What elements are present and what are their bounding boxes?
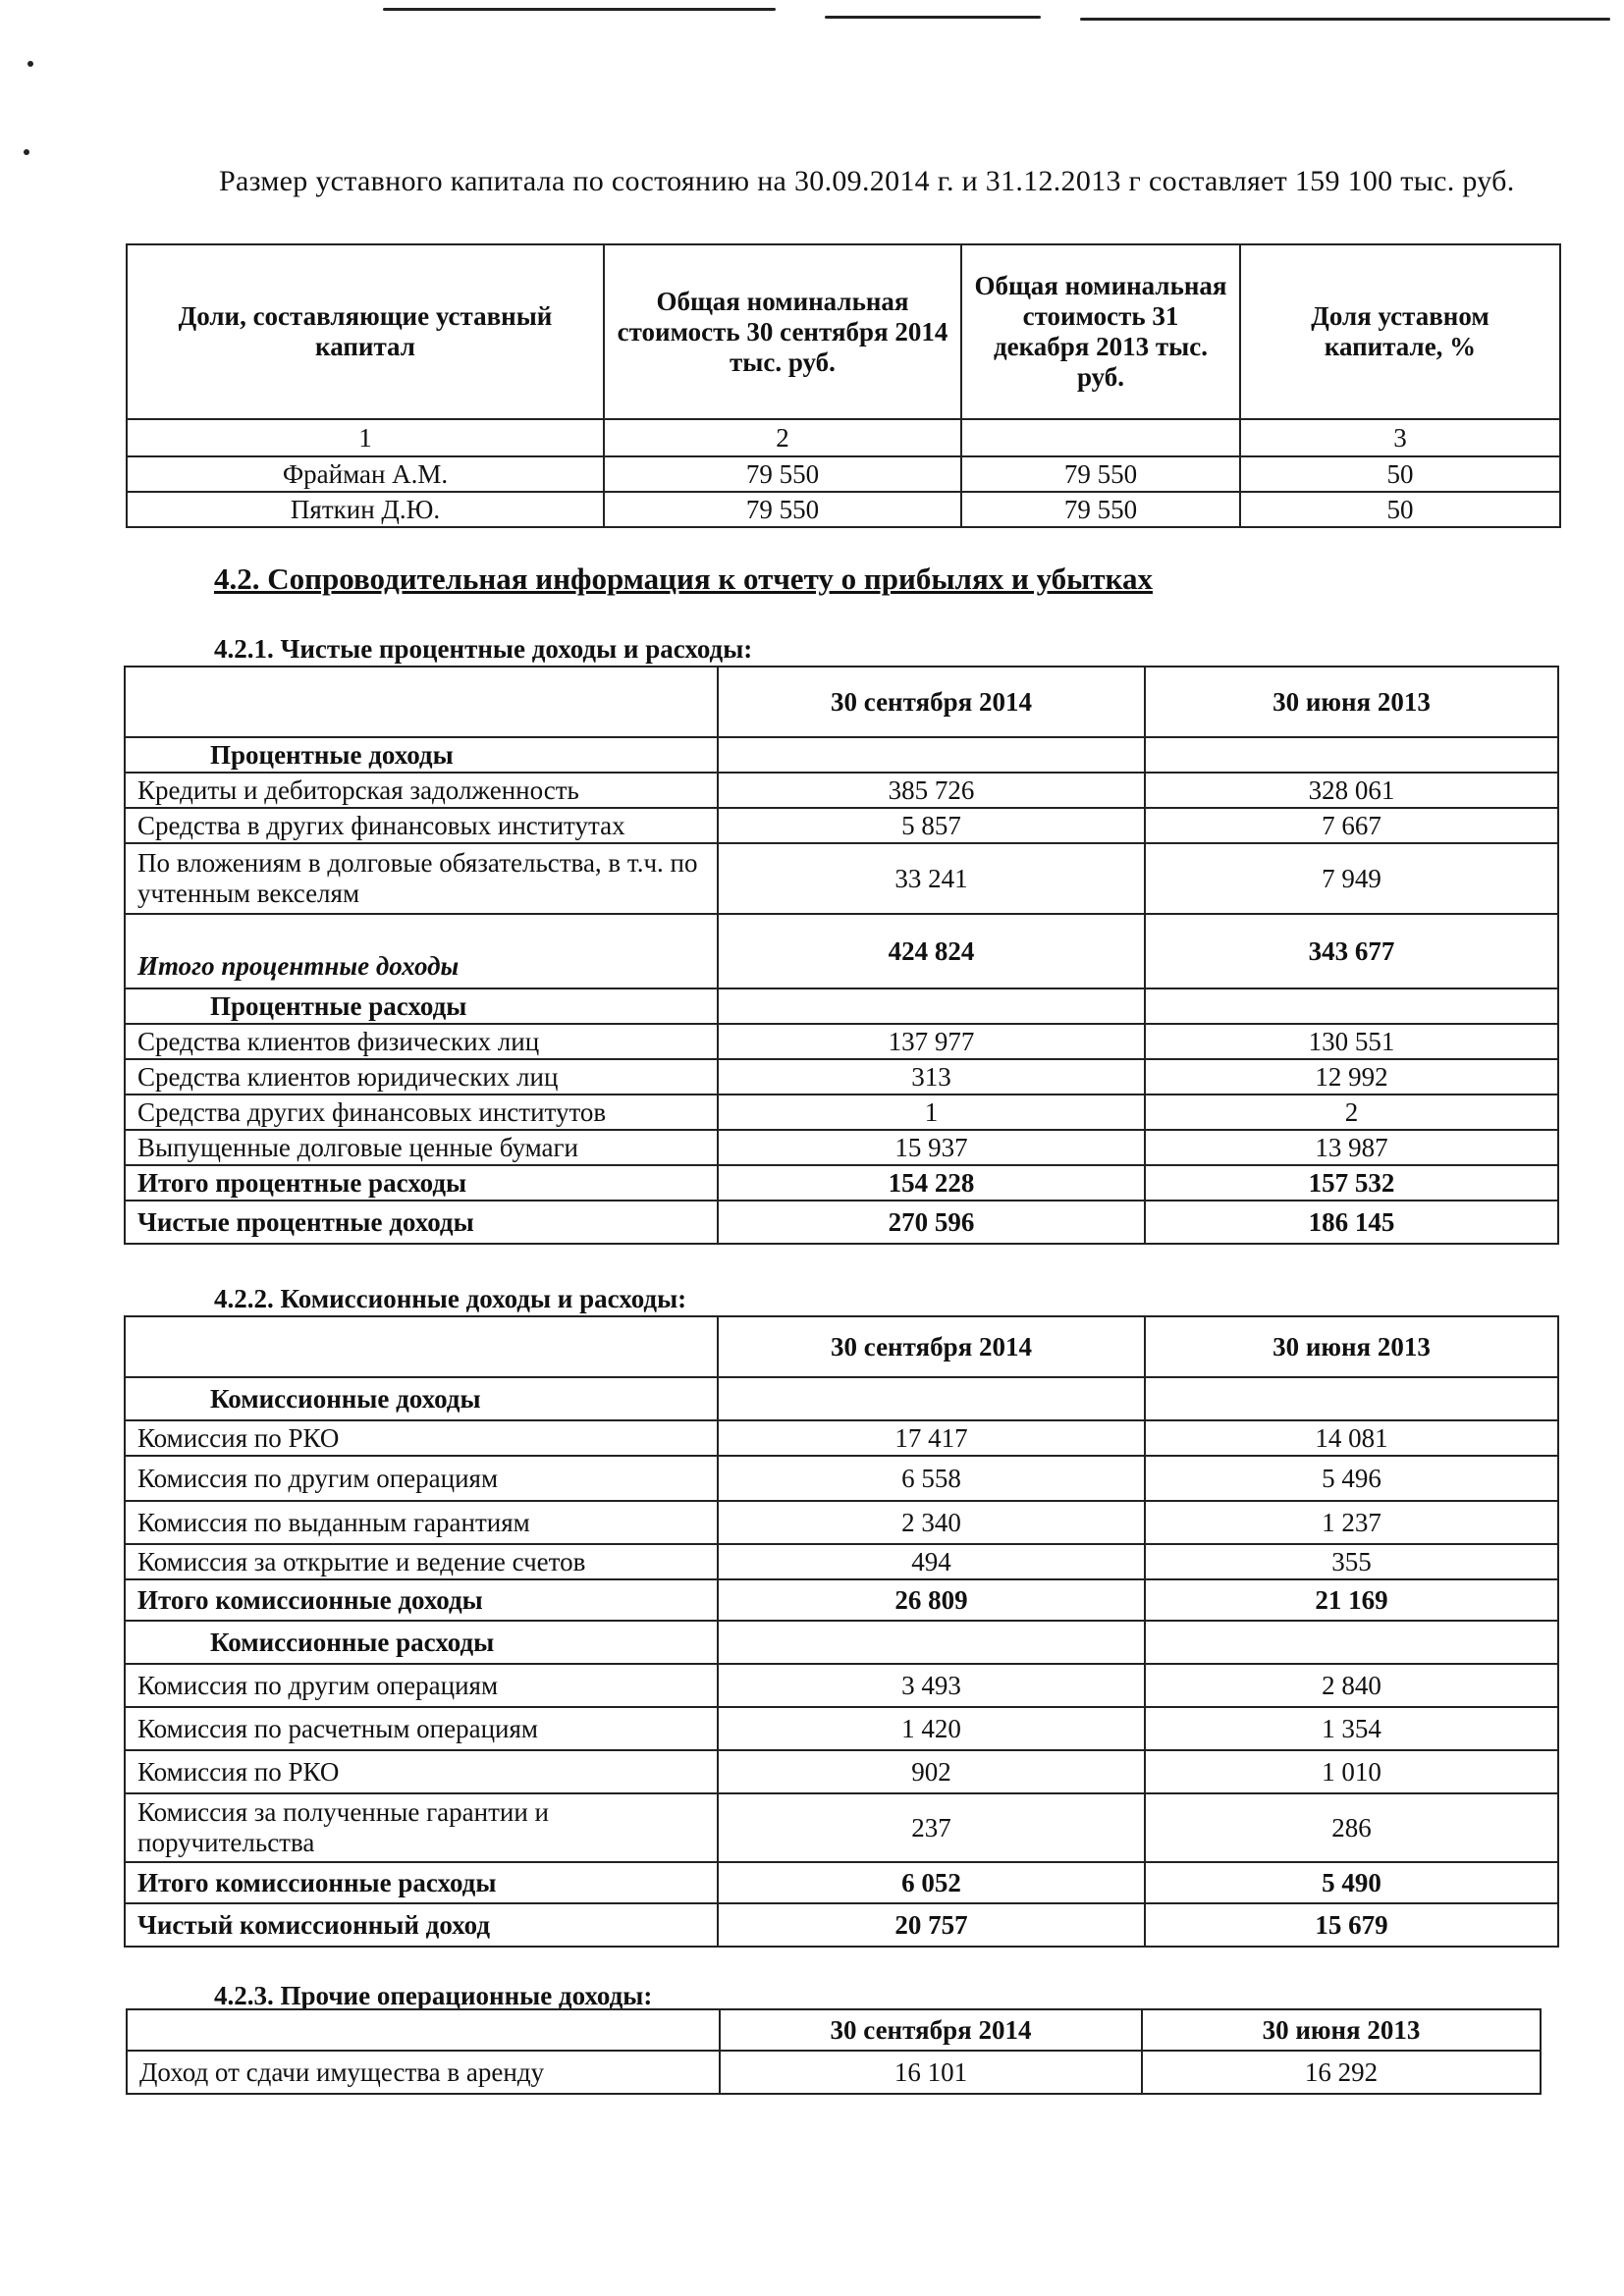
row-label: Средства в других финансовых институтах bbox=[125, 808, 718, 843]
column-header: Доли, составляющие уставный капитал bbox=[127, 244, 604, 419]
shareholder-name: Пяткин Д.Ю. bbox=[127, 492, 604, 527]
cell-value: 20 757 bbox=[718, 1903, 1145, 1947]
other-income-table bbox=[126, 2008, 1542, 2095]
commission-table bbox=[124, 1315, 1559, 1948]
cell-value: 3 493 bbox=[718, 1664, 1145, 1707]
column-header bbox=[125, 667, 718, 737]
row-label: Чистые процентные доходы bbox=[125, 1201, 718, 1244]
column-number-row bbox=[127, 419, 1560, 456]
row-label: Выпущенные долговые ценные бумаги bbox=[125, 1130, 718, 1165]
cell-value: 6 052 bbox=[718, 1862, 1145, 1903]
cell-value: 50 bbox=[1240, 456, 1560, 492]
cell-value: 15 679 bbox=[1145, 1903, 1558, 1947]
row-label: По вложениям в долговые обязательства, в т.ч. по учтенным векселям bbox=[125, 843, 718, 914]
row-label: Комиссия по РКО bbox=[125, 1750, 718, 1793]
row-label: Доход от сдачи имущества в аренду bbox=[127, 2051, 720, 2094]
cell-value: 12 992 bbox=[1145, 1059, 1558, 1095]
table-row bbox=[125, 1501, 1558, 1544]
table-row bbox=[125, 1420, 1558, 1456]
cell-value: 33 241 bbox=[718, 843, 1145, 914]
net-row bbox=[125, 1903, 1558, 1947]
column-number: 2 bbox=[604, 419, 961, 456]
table-row bbox=[125, 1793, 1558, 1862]
cell-value: 79 550 bbox=[604, 456, 961, 492]
table-row bbox=[125, 1024, 1558, 1059]
table-header-row bbox=[125, 1316, 1558, 1377]
table-header-row bbox=[125, 667, 1558, 737]
cell-value: 15 937 bbox=[718, 1130, 1145, 1165]
column-header bbox=[127, 2009, 720, 2051]
group-label: Процентные доходы bbox=[125, 737, 718, 773]
group-header-row bbox=[125, 737, 1558, 773]
group-header-row bbox=[125, 988, 1558, 1024]
table-header-row bbox=[127, 2009, 1541, 2051]
cell-value: 137 977 bbox=[718, 1024, 1145, 1059]
cell-value: 1 010 bbox=[1145, 1750, 1558, 1793]
column-header: Доля уставном капитале, % bbox=[1240, 244, 1560, 419]
column-header: Общая номинальная стоимость 30 сентября 2014 тыс. руб. bbox=[604, 244, 961, 419]
row-label: Комиссия за полученные гарантии и поручительства bbox=[125, 1793, 718, 1862]
table-row bbox=[125, 808, 1558, 843]
subsection-title: 4.2.1. Чистые процентные доходы и расходы: bbox=[214, 634, 753, 664]
row-label: Комиссия по другим операциям bbox=[125, 1664, 718, 1707]
scan-dot bbox=[24, 149, 29, 155]
column-header: 30 июня 2013 bbox=[1145, 667, 1558, 737]
column-header: 30 июня 2013 bbox=[1145, 1316, 1558, 1377]
table-row bbox=[127, 492, 1560, 527]
row-label: Итого комиссионные расходы bbox=[125, 1862, 718, 1903]
table-row bbox=[127, 456, 1560, 492]
row-label: Средства других финансовых институтов bbox=[125, 1095, 718, 1130]
group-label: Комиссионные расходы bbox=[125, 1621, 718, 1664]
cell-value: 7 949 bbox=[1145, 843, 1558, 914]
column-number: 1 bbox=[127, 419, 604, 456]
column-header: 30 сентября 2014 bbox=[720, 2009, 1142, 2051]
cell-value: 237 bbox=[718, 1793, 1145, 1862]
cell-value: 154 228 bbox=[718, 1165, 1145, 1201]
cell-value: 5 496 bbox=[1145, 1456, 1558, 1501]
table-row bbox=[125, 1544, 1558, 1579]
cell-value: 343 677 bbox=[1145, 914, 1558, 988]
row-label: Итого процентные расходы bbox=[125, 1165, 718, 1201]
row-label: Комиссия за открытие и ведение счетов bbox=[125, 1544, 718, 1579]
row-label: Средства клиентов юридических лиц bbox=[125, 1059, 718, 1095]
column-number bbox=[961, 419, 1240, 456]
cell-value: 2 bbox=[1145, 1095, 1558, 1130]
group-header-row bbox=[125, 1621, 1558, 1664]
cell-value: 79 550 bbox=[961, 492, 1240, 527]
table-row bbox=[125, 1059, 1558, 1095]
cell-value: 79 550 bbox=[961, 456, 1240, 492]
cell-value: 16 101 bbox=[720, 2051, 1142, 2094]
cell-value: 7 667 bbox=[1145, 808, 1558, 843]
table-row bbox=[125, 1456, 1558, 1501]
cell-value: 17 417 bbox=[718, 1420, 1145, 1456]
cell-value: 157 532 bbox=[1145, 1165, 1558, 1201]
scan-line bbox=[825, 16, 1041, 19]
scan-line bbox=[1080, 18, 1610, 21]
column-header bbox=[125, 1316, 718, 1377]
table-row bbox=[125, 1130, 1558, 1165]
scan-dot bbox=[27, 61, 33, 67]
table-row bbox=[125, 1750, 1558, 1793]
cell-value: 16 292 bbox=[1142, 2051, 1541, 2094]
group-label: Комиссионные доходы bbox=[125, 1377, 718, 1420]
table-row bbox=[125, 773, 1558, 808]
column-header: 30 сентября 2014 bbox=[718, 667, 1145, 737]
cell-value: 313 bbox=[718, 1059, 1145, 1095]
column-header: 30 сентября 2014 bbox=[718, 1316, 1145, 1377]
cell-value: 130 551 bbox=[1145, 1024, 1558, 1059]
cell-value: 26 809 bbox=[718, 1579, 1145, 1621]
table-row bbox=[127, 2051, 1541, 2094]
total-row bbox=[125, 914, 1558, 988]
column-header: 30 июня 2013 bbox=[1142, 2009, 1541, 2051]
cell-value: 1 bbox=[718, 1095, 1145, 1130]
cell-value: 2 840 bbox=[1145, 1664, 1558, 1707]
subsection-title: 4.2.2. Комиссионные доходы и расходы: bbox=[214, 1284, 687, 1313]
column-number: 3 bbox=[1240, 419, 1560, 456]
cell-value: 385 726 bbox=[718, 773, 1145, 808]
row-label: Средства клиентов физических лиц bbox=[125, 1024, 718, 1059]
cell-value: 902 bbox=[718, 1750, 1145, 1793]
row-label: Комиссия по выданным гарантиям bbox=[125, 1501, 718, 1544]
cell-value: 186 145 bbox=[1145, 1201, 1558, 1244]
cell-value: 13 987 bbox=[1145, 1130, 1558, 1165]
row-label: Чистый комиссионный доход bbox=[125, 1903, 718, 1947]
shareholder-name: Фрайман А.М. bbox=[127, 456, 604, 492]
cell-value: 6 558 bbox=[718, 1456, 1145, 1501]
table-row bbox=[125, 1707, 1558, 1750]
row-label: Комиссия по расчетным операциям bbox=[125, 1707, 718, 1750]
total-row bbox=[125, 1165, 1558, 1201]
row-label: Кредиты и дебиторская задолженность bbox=[125, 773, 718, 808]
cell-value: 79 550 bbox=[604, 492, 961, 527]
scan-line bbox=[383, 8, 776, 11]
cell-value: 355 bbox=[1145, 1544, 1558, 1579]
section-heading: 4.2. Сопроводительная информация к отчету о прибылях и убытках bbox=[214, 561, 1153, 596]
net-row bbox=[125, 1201, 1558, 1244]
cell-value: 328 061 bbox=[1145, 773, 1558, 808]
cell-value: 14 081 bbox=[1145, 1420, 1558, 1456]
capital-table bbox=[126, 243, 1561, 528]
cell-value: 50 bbox=[1240, 492, 1560, 527]
cell-value: 1 420 bbox=[718, 1707, 1145, 1750]
group-header-row bbox=[125, 1377, 1558, 1420]
row-label: Комиссия по другим операциям bbox=[125, 1456, 718, 1501]
cell-value: 424 824 bbox=[718, 914, 1145, 988]
cell-value: 1 237 bbox=[1145, 1501, 1558, 1544]
cell-value: 1 354 bbox=[1145, 1707, 1558, 1750]
cell-value: 494 bbox=[718, 1544, 1145, 1579]
table-row bbox=[125, 1664, 1558, 1707]
row-label: Комиссия по РКО bbox=[125, 1420, 718, 1456]
cell-value: 5 490 bbox=[1145, 1862, 1558, 1903]
table-header-row bbox=[127, 244, 1560, 419]
cell-value: 286 bbox=[1145, 1793, 1558, 1862]
group-label: Процентные расходы bbox=[125, 988, 718, 1024]
cell-value: 2 340 bbox=[718, 1501, 1145, 1544]
row-label: Итого комиссионные доходы bbox=[125, 1579, 718, 1621]
row-label: Итого процентные доходы bbox=[125, 914, 718, 988]
capital-intro-paragraph: Размер уставного капитала по состоянию на 30.09.2014 г. и 31.12.2013 г составляет 159 100 тыс. руб. bbox=[219, 165, 1515, 197]
table-row bbox=[125, 1095, 1558, 1130]
subsection-title: 4.2.3. Прочие операционные доходы: bbox=[214, 1981, 653, 2010]
total-row bbox=[125, 1579, 1558, 1621]
cell-value: 5 857 bbox=[718, 808, 1145, 843]
table-row bbox=[125, 843, 1558, 914]
column-header: Общая номинальная стоимость 31 декабря 2013 тыс. руб. bbox=[961, 244, 1240, 419]
total-row bbox=[125, 1862, 1558, 1903]
cell-value: 270 596 bbox=[718, 1201, 1145, 1244]
cell-value: 21 169 bbox=[1145, 1579, 1558, 1621]
interest-table bbox=[124, 666, 1559, 1245]
